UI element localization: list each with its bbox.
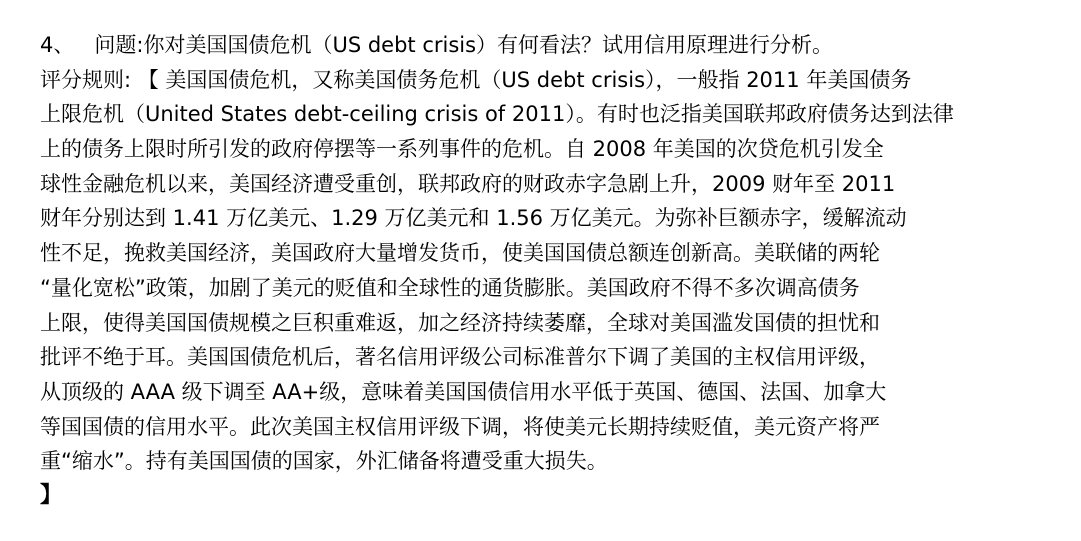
- answer-line-1: 评分规则: 【 美国国债危机，又称美国债务危机（US debt crisis），一般指 2011 年美国债务: [40, 67, 912, 92]
- answer-line-2: 上限危机（United States debt-ceiling crisis of 2011）。有时也泛指美国联邦政府债务达到法律: [40, 102, 954, 127]
- answer-line-10: 从顶级的 AAA 级下调至 AA+级，意味着美国国债信用水平低于英国、德国、法国、加拿大: [40, 379, 887, 404]
- question-text: 问题:你对美国国债危机（US debt crisis）有何看法？试用信用原理进行分析。: [94, 33, 834, 57]
- answer-line-7: “量化宽松”政策，加剧了美元的贬值和全球性的通货膨胀。美国政府不得不多次调高债务: [40, 275, 860, 300]
- answer-line-12: 重“缩水”。持有美国国债的国家，外汇储备将遭受重大损失。: [40, 449, 608, 474]
- answer-line-8: 上限，使得美国国债规模之巨积重难返，加之经济持续萎靡，全球对美国滥发国债的担忧和: [40, 310, 880, 335]
- answer-line-11: 等国国债的信用水平。此次美国主权信用评级下调，将使美元长期持续贬值，美元资产将严: [40, 414, 880, 439]
- question-number: 4、: [40, 33, 75, 57]
- answer-line-6: 性不足，挽救美国经济，美国政府大量增发货币，使美国国债总额连创新高。美联储的两轮: [40, 241, 880, 266]
- closing-bracket: 】: [40, 482, 63, 508]
- answer-line-5: 财年分别达到 1.41 万亿美元、1.29 万亿美元和 1.56 万亿美元。为弥补巨额赤字，缓解流动: [40, 206, 907, 231]
- answer-line-4: 球性金融危机以来，美国经济遭受重创，联邦政府的财政赤字急剧上升，2009 财年至 2011: [40, 171, 896, 196]
- document-page: [40, 28, 1000, 514]
- answer-line-9: 批评不绝于耳。美国国债危机后，著名信用评级公司标准普尔下调了美国的主权信用评级，: [40, 345, 880, 370]
- question-line: [40, 28, 1000, 63]
- answer-line-3: 上的债务上限时所引发的政府停摆等一系列事件的危机。自 2008 年美国的次贷危机引发全: [40, 137, 884, 162]
